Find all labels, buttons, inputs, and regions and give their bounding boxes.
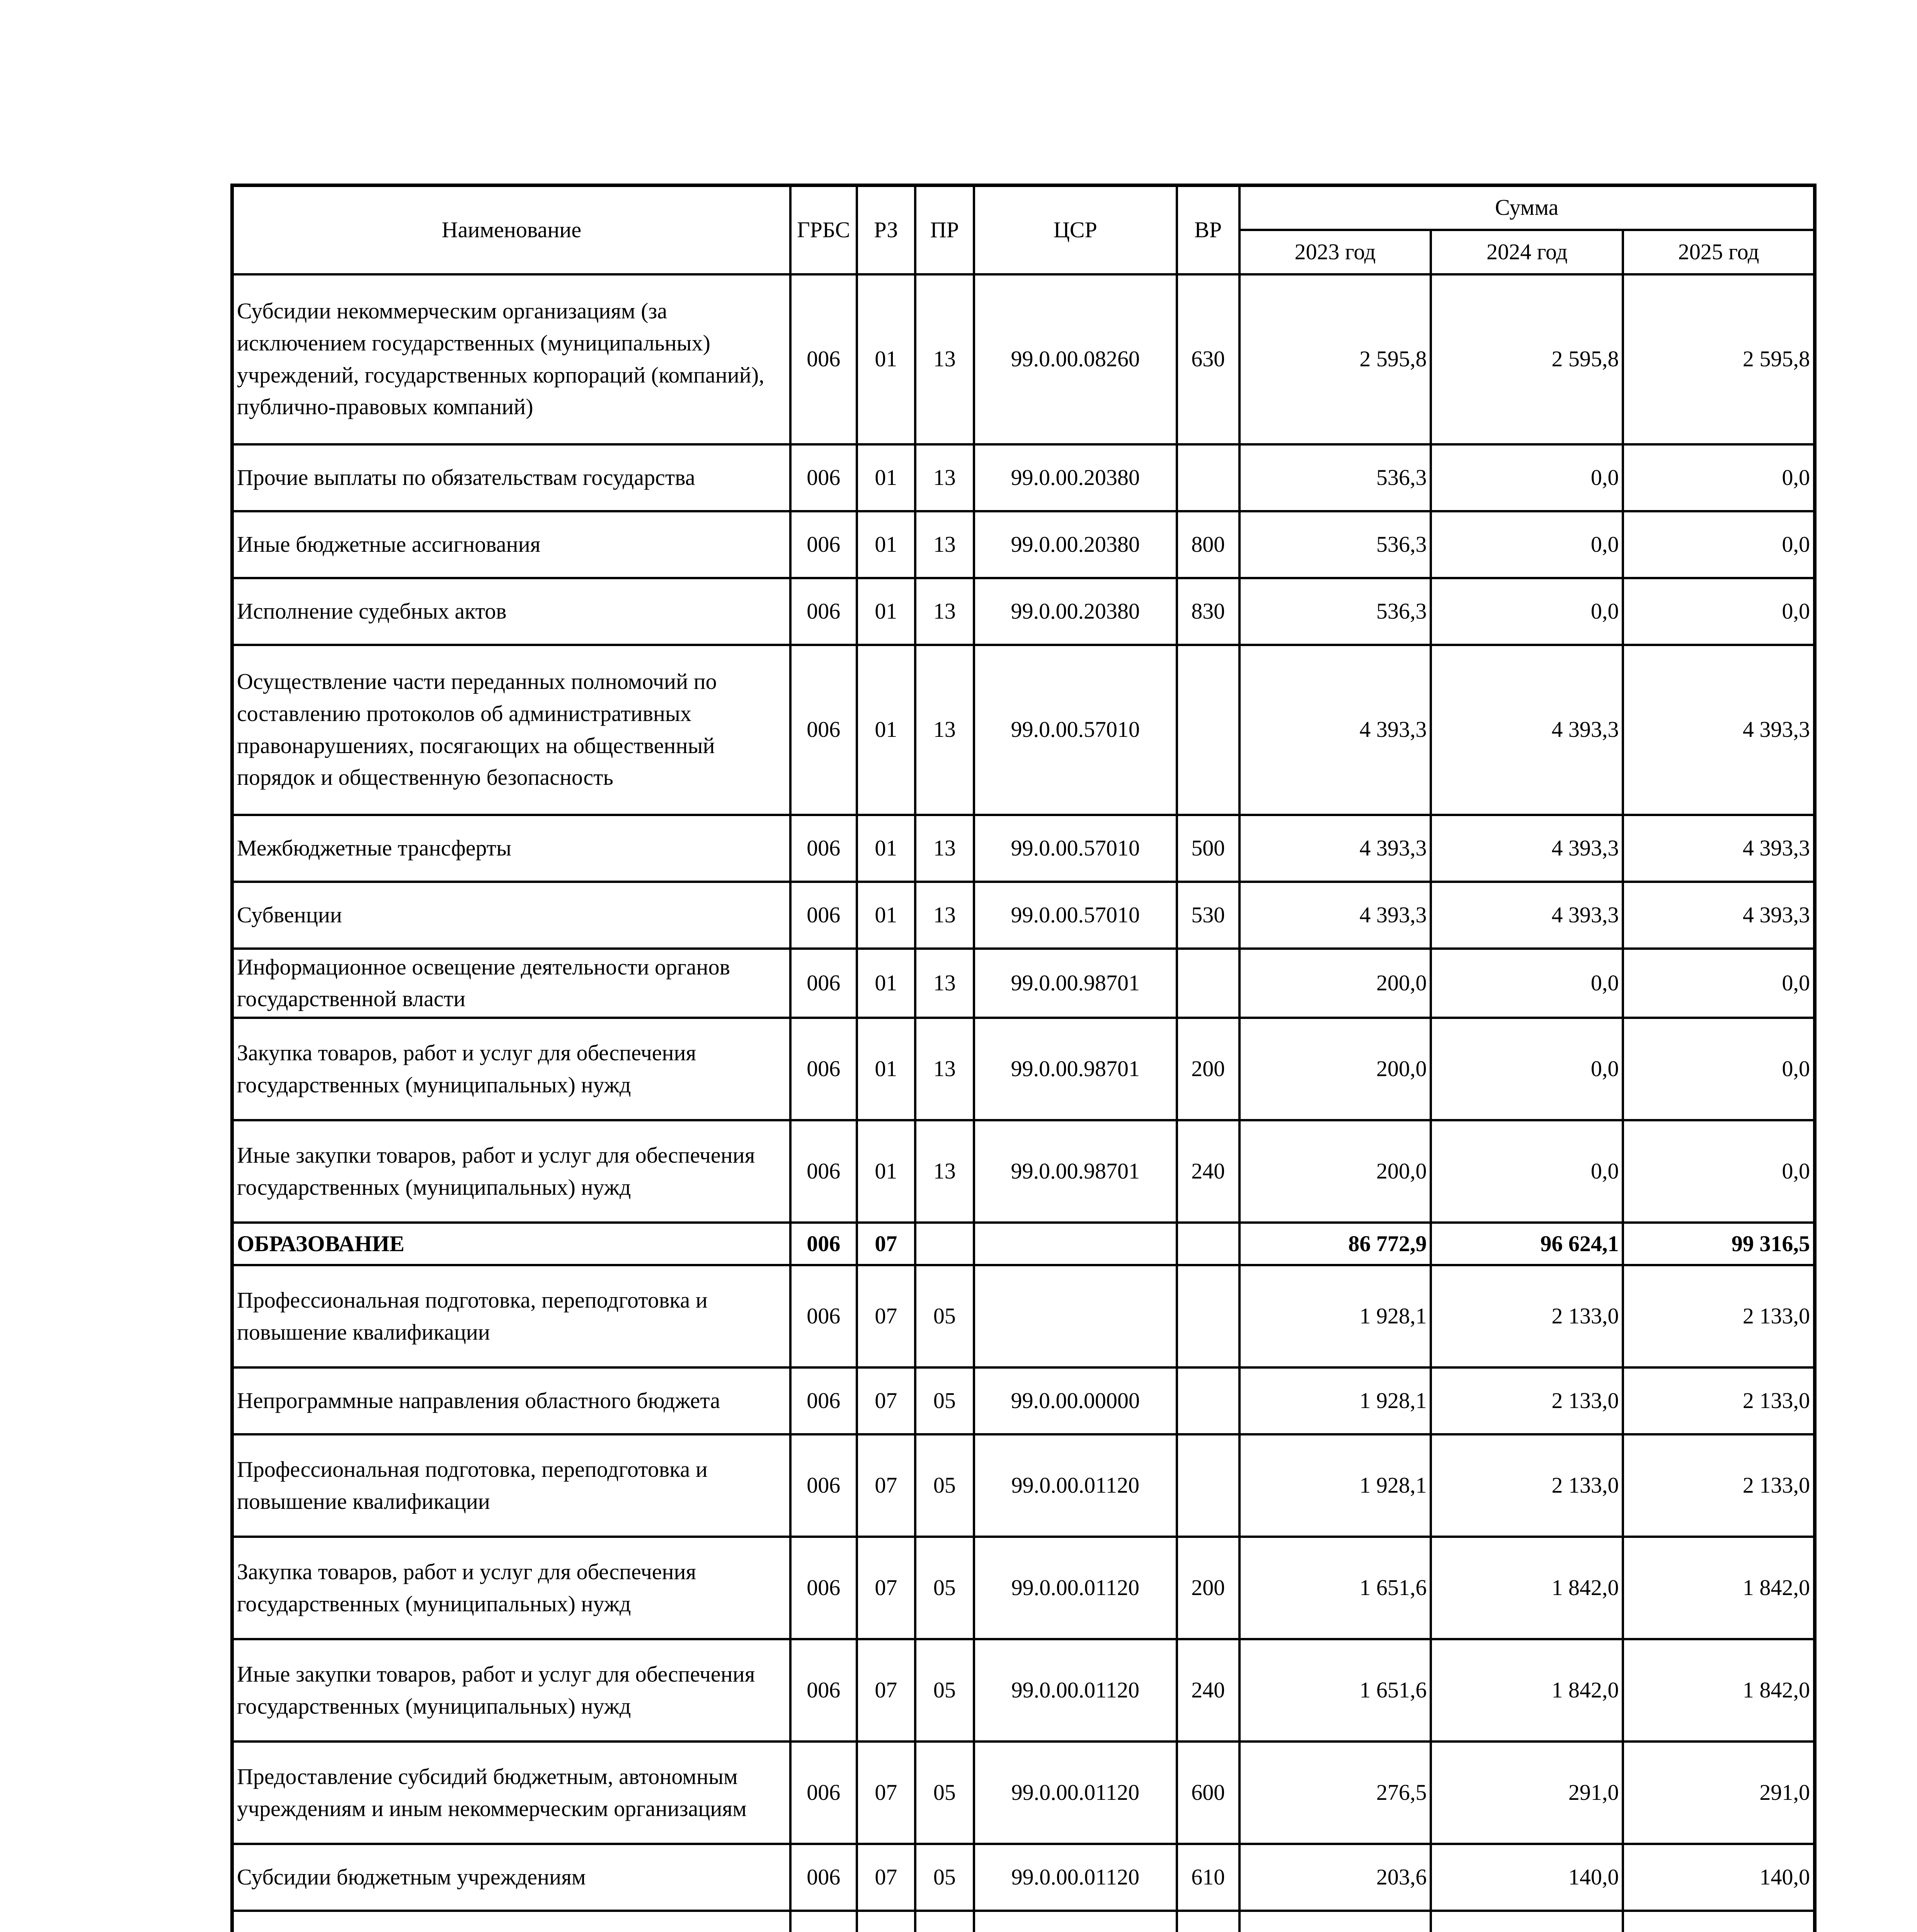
table-body [232, 274, 1815, 1932]
cell-vr [1177, 1434, 1239, 1537]
cell-sum-2024: 0,0 [1431, 444, 1623, 511]
cell-name: ОБРАЗОВАНИЕ [232, 1223, 790, 1265]
cell-sum-2023: 276,5 [1239, 1742, 1431, 1844]
cell-rz: 07 [857, 1844, 916, 1911]
cell-grbs: 006 [790, 1844, 857, 1911]
table-row [232, 1265, 1815, 1367]
cell-sum-2023: 200,0 [1239, 949, 1431, 1018]
header-name: Наименование [232, 185, 790, 274]
cell-grbs: 006 [790, 1639, 857, 1742]
header-year-2025: 2025 год [1623, 230, 1815, 274]
cell-pr: 05 [915, 1434, 974, 1537]
cell-pr: 13 [915, 815, 974, 882]
cell-pr: 13 [915, 949, 974, 1018]
cell-sum-2025: 99 316,5 [1623, 1223, 1815, 1265]
cell-sum-2025: 0,0 [1623, 511, 1815, 578]
budget-table [230, 184, 1817, 1932]
table-row [232, 1537, 1815, 1639]
cell-sum-2024: 2 133,0 [1431, 1367, 1623, 1434]
table-row [232, 274, 1815, 444]
header-vr: ВР [1177, 185, 1239, 274]
cell-csr: 99.0.00.00000 [974, 1367, 1177, 1434]
cell-pr: 13 [915, 882, 974, 949]
cell-sum-2024: 2 133,0 [1431, 1434, 1623, 1537]
cell-sum-2025: 0,0 [1623, 1120, 1815, 1223]
cell-pr [915, 1911, 974, 1932]
cell-name: Профессиональная подготовка, переподготовка и повышение квалификации [232, 1434, 790, 1537]
cell-sum-2024: 2 133,0 [1431, 1265, 1623, 1367]
cell-grbs: 006 [790, 1367, 857, 1434]
cell-sum-2024: 4 393,3 [1431, 645, 1623, 815]
cell-sum-2023: 1 651,6 [1239, 1537, 1431, 1639]
cell-vr [1177, 645, 1239, 815]
cell-sum-2024: 0,0 [1431, 949, 1623, 1018]
table-row [232, 1434, 1815, 1537]
cell-grbs: 006 [790, 1265, 857, 1367]
cell-csr: 99.0.00.01120 [974, 1742, 1177, 1844]
cell-vr: 240 [1177, 1639, 1239, 1742]
cell-grbs: 006 [790, 1742, 857, 1844]
cell-name: Непрограммные направления областного бюджета [232, 1367, 790, 1434]
cell-sum-2023: 1 928,1 [1239, 1434, 1431, 1537]
cell-grbs: 006 [790, 511, 857, 578]
cell-rz: 01 [857, 578, 916, 645]
cell-rz: 07 [857, 1639, 916, 1742]
cell-sum-2025: 0,0 [1623, 949, 1815, 1018]
cell-grbs: 006 [790, 882, 857, 949]
cell-vr: 630 [1177, 274, 1239, 444]
cell-vr [1177, 1265, 1239, 1367]
cell-rz: 01 [857, 882, 916, 949]
cell-sum-2023: 536,3 [1239, 578, 1431, 645]
table-row [232, 1018, 1815, 1120]
cell-name: Информационное освещение деятельности органов государственной власти [232, 949, 790, 1018]
cell-sum-2023: 1 928,1 [1239, 1367, 1431, 1434]
cell-vr [1177, 444, 1239, 511]
cell-sum-2023: 4 393,3 [1239, 815, 1431, 882]
cell-csr: 99.0.00.57010 [974, 645, 1177, 815]
cell-name: Исполнение судебных актов [232, 578, 790, 645]
cell-csr: 99.0.00.20380 [974, 511, 1177, 578]
cell-pr: 13 [915, 274, 974, 444]
cell-rz: 01 [857, 274, 916, 444]
table-row [232, 511, 1815, 578]
cell-rz: 07 [857, 1434, 916, 1537]
cell-pr: 13 [915, 511, 974, 578]
cell-csr: 99.0.00.98701 [974, 1120, 1177, 1223]
cell-vr: 600 [1177, 1742, 1239, 1844]
cell-rz: 01 [857, 645, 916, 815]
cell-sum-2023: 536,3 [1239, 511, 1431, 578]
cell-pr: 05 [915, 1742, 974, 1844]
cell-rz: 07 [857, 1223, 916, 1265]
cell-name: Иные закупки товаров, работ и услуг для обеспечения государственных (муниципальных) нужд [232, 1120, 790, 1223]
table-row [232, 1639, 1815, 1742]
cell-vr: 200 [1177, 1018, 1239, 1120]
cell-pr: 05 [915, 1844, 974, 1911]
cell-rz: 07 [857, 1537, 916, 1639]
cell-sum-2024: 0,0 [1431, 511, 1623, 578]
table-row [232, 1223, 1815, 1265]
cell-sum-2024: 291,0 [1431, 1742, 1623, 1844]
cell-rz: 07 [857, 1742, 916, 1844]
cell-sum-2024: 0,0 [1431, 1120, 1623, 1223]
cell-sum-2024: 1 842,0 [1431, 1639, 1623, 1742]
cell-grbs: 006 [790, 815, 857, 882]
cell-sum-2024: 0,0 [1431, 578, 1623, 645]
cell-csr: 99.0.00.01120 [974, 1434, 1177, 1537]
cell-csr: 99.0.00.57010 [974, 882, 1177, 949]
table-row [232, 1911, 1815, 1932]
cell-rz [857, 1911, 916, 1932]
table-row [232, 882, 1815, 949]
cell-pr: 05 [915, 1265, 974, 1367]
cell-name: Осуществление части переданных полномочий по составлению протоколов об административных правонарушениях, посягающих на общественный порядок и общественную безопасность [232, 645, 790, 815]
cell-pr: 13 [915, 578, 974, 645]
cell-sum-2025: 291,0 [1623, 1742, 1815, 1844]
cell-vr: 240 [1177, 1120, 1239, 1223]
cell-csr: 99.0.00.20380 [974, 444, 1177, 511]
cell-grbs: 006 [790, 444, 857, 511]
header-year-2023: 2023 год [1239, 230, 1431, 274]
table-row [232, 1367, 1815, 1434]
cell-name: Субвенции [232, 882, 790, 949]
cell-name: Субсидии бюджетным учреждениям [232, 1844, 790, 1911]
cell-grbs: 006 [790, 1434, 857, 1537]
cell-vr: 610 [1177, 1844, 1239, 1911]
cell-grbs: 006 [790, 645, 857, 815]
cell-csr [974, 1911, 1177, 1932]
cell-pr: 05 [915, 1537, 974, 1639]
cell-grbs: 006 [790, 578, 857, 645]
cell-csr: 99.0.00.01120 [974, 1844, 1177, 1911]
cell-grbs: 006 [790, 949, 857, 1018]
cell-name: Предоставление субсидий бюджетным, автономным учреждениям и иным некоммерческим организациям [232, 1742, 790, 1844]
cell-sum-2023: 4 393,3 [1239, 882, 1431, 949]
cell-name: Иные закупки товаров, работ и услуг для обеспечения государственных (муниципальных) нужд [232, 1639, 790, 1742]
cell-sum-2025: 0,0 [1623, 1018, 1815, 1120]
cell-pr: 13 [915, 1018, 974, 1120]
cell-sum-2023: 2 595,8 [1239, 274, 1431, 444]
cell-pr: 13 [915, 444, 974, 511]
cell-csr [974, 1223, 1177, 1265]
cell-sum-2024: 2 595,8 [1431, 274, 1623, 444]
cell-name: Прочие выплаты по обязательствам государства [232, 444, 790, 511]
cell-sum-2024 [1431, 1911, 1623, 1932]
cell-csr [974, 1265, 1177, 1367]
cell-sum-2025: 4 393,3 [1623, 815, 1815, 882]
cell-sum-2025: 0,0 [1623, 444, 1815, 511]
cell-sum-2023: 4 393,3 [1239, 645, 1431, 815]
cell-rz: 01 [857, 949, 916, 1018]
cell-name: Закупка товаров, работ и услуг для обеспечения государственных (муниципальных) нужд [232, 1537, 790, 1639]
cell-grbs: 006 [790, 1537, 857, 1639]
cell-rz: 01 [857, 1120, 916, 1223]
header-csr: ЦСР [974, 185, 1177, 274]
table-row [232, 578, 1815, 645]
cell-grbs: 006 [790, 274, 857, 444]
table-row [232, 444, 1815, 511]
cell-sum-2025: 1 842,0 [1623, 1639, 1815, 1742]
cell-rz: 01 [857, 511, 916, 578]
header-rz: РЗ [857, 185, 916, 274]
cell-grbs: 006 [790, 1018, 857, 1120]
cell-pr: 13 [915, 1120, 974, 1223]
cell-csr: 99.0.00.08260 [974, 274, 1177, 444]
cell-name [232, 1911, 790, 1932]
cell-pr [915, 1223, 974, 1265]
cell-name: Иные бюджетные ассигнования [232, 511, 790, 578]
cell-pr: 05 [915, 1639, 974, 1742]
cell-sum-2023: 1 928,1 [1239, 1265, 1431, 1367]
cell-csr: 99.0.00.01120 [974, 1537, 1177, 1639]
cell-csr: 99.0.00.57010 [974, 815, 1177, 882]
cell-vr: 500 [1177, 815, 1239, 882]
cell-pr: 05 [915, 1367, 974, 1434]
cell-grbs: 006 [790, 1223, 857, 1265]
cell-sum-2025: 2 133,0 [1623, 1434, 1815, 1537]
cell-sum-2025: 140,0 [1623, 1844, 1815, 1911]
cell-sum-2024: 4 393,3 [1431, 882, 1623, 949]
cell-sum-2023: 200,0 [1239, 1120, 1431, 1223]
cell-sum-2024: 0,0 [1431, 1018, 1623, 1120]
table-row [232, 949, 1815, 1018]
cell-rz: 01 [857, 815, 916, 882]
cell-vr [1177, 1911, 1239, 1932]
cell-name: Закупка товаров, работ и услуг для обеспечения государственных (муниципальных) нужд [232, 1018, 790, 1120]
cell-sum-2024: 96 624,1 [1431, 1223, 1623, 1265]
cell-vr [1177, 949, 1239, 1018]
cell-vr: 800 [1177, 511, 1239, 578]
cell-sum-2023 [1239, 1911, 1431, 1932]
table-row [232, 1844, 1815, 1911]
cell-vr [1177, 1367, 1239, 1434]
header-pr: ПР [915, 185, 974, 274]
header-year-2024: 2024 год [1431, 230, 1623, 274]
cell-vr: 200 [1177, 1537, 1239, 1639]
cell-sum-2025: 4 393,3 [1623, 882, 1815, 949]
header-sum: Сумма [1239, 185, 1815, 230]
cell-name: Профессиональная подготовка, переподготовка и повышение квалификации [232, 1265, 790, 1367]
cell-vr: 530 [1177, 882, 1239, 949]
table-row [232, 645, 1815, 815]
cell-sum-2025: 2 133,0 [1623, 1367, 1815, 1434]
cell-csr: 99.0.00.20380 [974, 578, 1177, 645]
cell-name: Межбюджетные трансферты [232, 815, 790, 882]
cell-csr: 99.0.00.98701 [974, 949, 1177, 1018]
cell-sum-2025: 0,0 [1623, 578, 1815, 645]
cell-csr: 99.0.00.01120 [974, 1639, 1177, 1742]
cell-sum-2025 [1623, 1911, 1815, 1932]
cell-sum-2025: 1 842,0 [1623, 1537, 1815, 1639]
cell-sum-2024: 140,0 [1431, 1844, 1623, 1911]
cell-grbs: 006 [790, 1120, 857, 1223]
table-row [232, 815, 1815, 882]
cell-sum-2023: 200,0 [1239, 1018, 1431, 1120]
cell-sum-2023: 203,6 [1239, 1844, 1431, 1911]
table-row [232, 1742, 1815, 1844]
cell-pr: 13 [915, 645, 974, 815]
cell-sum-2025: 4 393,3 [1623, 645, 1815, 815]
cell-csr: 99.0.00.98701 [974, 1018, 1177, 1120]
cell-vr: 830 [1177, 578, 1239, 645]
cell-sum-2024: 1 842,0 [1431, 1537, 1623, 1639]
cell-sum-2025: 2 133,0 [1623, 1265, 1815, 1367]
cell-rz: 01 [857, 444, 916, 511]
cell-vr [1177, 1223, 1239, 1265]
cell-rz: 07 [857, 1265, 916, 1367]
header-grbs: ГРБС [790, 185, 857, 274]
cell-sum-2023: 536,3 [1239, 444, 1431, 511]
cell-sum-2023: 86 772,9 [1239, 1223, 1431, 1265]
cell-rz: 01 [857, 1018, 916, 1120]
cell-name: Субсидии некоммерческим организациям (за исключением государственных (муниципальных) учреждений, государственных корпораций (компаний), публично-правовых компаний) [232, 274, 790, 444]
cell-grbs [790, 1911, 857, 1932]
table-row [232, 1120, 1815, 1223]
cell-sum-2025: 2 595,8 [1623, 274, 1815, 444]
cell-sum-2024: 4 393,3 [1431, 815, 1623, 882]
cell-sum-2023: 1 651,6 [1239, 1639, 1431, 1742]
cell-rz: 07 [857, 1367, 916, 1434]
